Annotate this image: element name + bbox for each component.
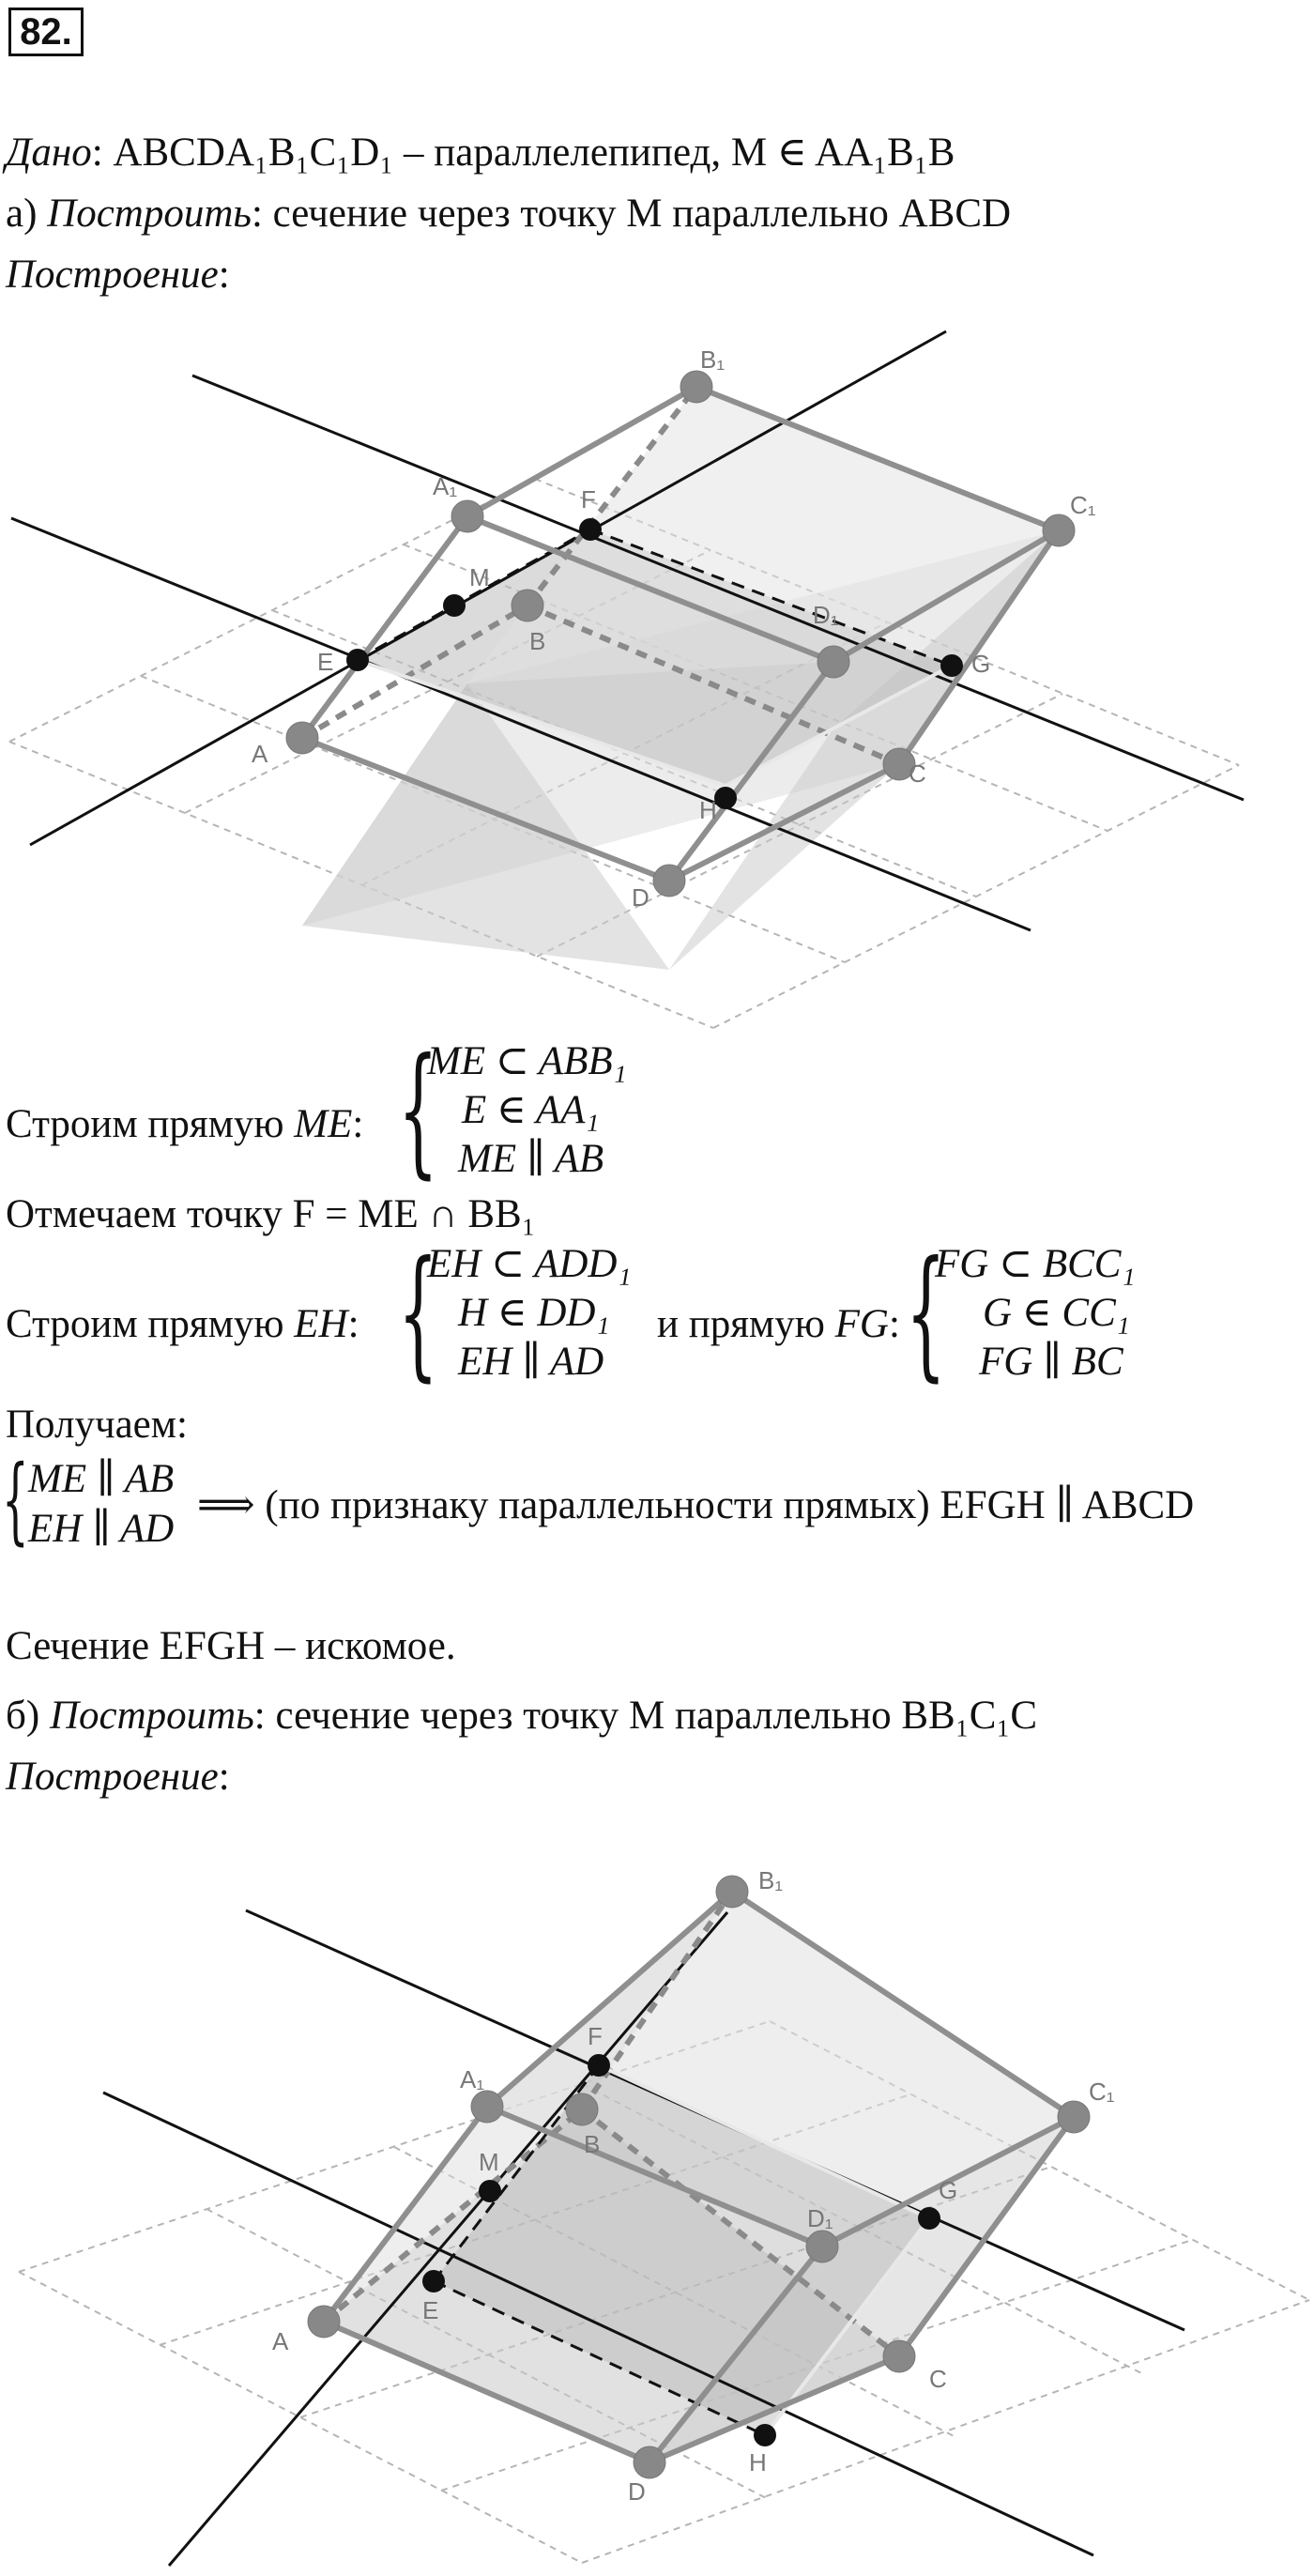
step3-colon: : — [347, 1302, 359, 1346]
vertex-B1-b — [716, 1876, 748, 1908]
part-b-construction — [6, 1753, 230, 1802]
part-a-prefix: а) — [6, 192, 48, 236]
result-brace: { — [2, 1445, 29, 1555]
step1-lead-var: ME — [294, 1102, 353, 1146]
step1-line1: ME ⊂ ABB₁ — [427, 1039, 627, 1083]
point-F-b — [588, 2054, 610, 2077]
label-C-a: C — [909, 759, 926, 788]
step3-r-line2: G ∈ CC₁ — [983, 1291, 1130, 1335]
result-conclusion: ⟹ (по признаку параллельности прямых) EFGH ∥ ABCD — [197, 1483, 1195, 1527]
point-M-a — [443, 594, 466, 617]
step3-mid-text: и прямую — [657, 1302, 835, 1346]
label-B-a: B — [529, 627, 546, 655]
label-A-b: A — [272, 2327, 289, 2355]
vertex-B-b — [566, 2093, 598, 2125]
point-H-a — [714, 787, 737, 809]
label-D1-a: D₁ — [813, 601, 839, 629]
label-F-a: F — [581, 485, 596, 514]
vertex-B-a — [512, 590, 543, 621]
label-H-b: H — [749, 2448, 767, 2476]
vertex-B1-a — [680, 371, 712, 403]
vertex-D1-b — [806, 2231, 838, 2262]
point-M-b — [479, 2180, 501, 2202]
step3-mid-colon: : — [888, 1302, 900, 1346]
point-E-a — [346, 649, 369, 671]
label-C1-a: C₁ — [1070, 491, 1096, 519]
step2: Отмечаем точку F = ME ∩ BB₁ — [6, 1192, 536, 1236]
result-line2: EH ∥ AD — [28, 1507, 175, 1551]
part-b-task-text: : сечение через точку M параллельно BB₁C₁C — [253, 1694, 1038, 1738]
result-label: Получаем: — [6, 1403, 188, 1447]
vertex-C1-b — [1058, 2101, 1090, 2133]
label-D1-b: D₁ — [807, 2204, 833, 2232]
part-a-task-label: Построить — [47, 192, 252, 236]
label-E-b: E — [422, 2296, 439, 2324]
part-b-task-label: Построить — [49, 1694, 254, 1738]
vertex-A1-b — [471, 2091, 503, 2123]
label-B1-a: B₁ — [700, 345, 726, 374]
vertex-C1-a — [1043, 514, 1075, 546]
label-B1-b: B₁ — [758, 1866, 784, 1894]
point-G-b — [918, 2207, 940, 2230]
part-b-construction-colon: : — [218, 1755, 230, 1799]
part-a-construction-label: Построение — [6, 253, 219, 297]
figure-part-a — [0, 310, 1314, 1042]
label-C-b: C — [929, 2365, 947, 2393]
step3-line2: H ∈ DD₁ — [458, 1291, 610, 1335]
step3-r-line3: FG ∥ BC — [979, 1340, 1123, 1384]
part-b-task — [6, 1692, 1037, 1740]
vertex-C-b — [883, 2340, 915, 2372]
step3-line3: EH ∥ AD — [458, 1340, 604, 1384]
step1-lead-text: Строим прямую — [6, 1102, 295, 1146]
point-F-a — [579, 518, 602, 541]
vertex-D-b — [634, 2446, 665, 2478]
point-G-a — [940, 654, 963, 677]
given-label: Дано — [6, 130, 92, 175]
part-a-construction — [6, 251, 230, 299]
point-H-b — [754, 2424, 776, 2446]
step3-lead-text: Строим прямую — [6, 1302, 295, 1346]
label-E-a: E — [317, 648, 334, 676]
label-A1-b: A₁ — [460, 2065, 485, 2093]
step3-mid-var: FG — [834, 1302, 889, 1346]
step1-line3: ME ∥ AB — [458, 1137, 604, 1181]
label-A-a: A — [252, 740, 268, 768]
vertex-D-a — [653, 865, 685, 897]
step3-mid — [657, 1300, 900, 1349]
label-D-a: D — [632, 883, 649, 912]
step1-line2: E ∈ AA₁ — [462, 1088, 600, 1132]
label-G-a: G — [971, 650, 991, 678]
point-E-b — [422, 2270, 445, 2292]
vertex-D1-a — [817, 646, 849, 678]
result-line1: ME ∥ AB — [28, 1457, 175, 1501]
label-A1-a: A₁ — [433, 472, 458, 500]
label-B-b: B — [584, 2130, 601, 2158]
part-a-task-text: : сечение через точку M параллельно ABCD — [251, 192, 1012, 236]
step3-lead-var: EH — [294, 1302, 348, 1346]
step3-brace-right: { — [906, 1232, 946, 1395]
part-b-construction-label: Построение — [6, 1755, 219, 1799]
label-H-a: H — [699, 796, 717, 824]
vertex-A1-a — [451, 500, 483, 532]
label-M-a: M — [469, 563, 490, 591]
label-M-b: M — [479, 2148, 499, 2176]
step3-lead — [6, 1300, 359, 1349]
step3-line1: EH ⊂ ADD₁ — [427, 1242, 632, 1286]
given-text: : ABCDA₁B₁C₁D₁ – параллелепипед, M ∈ AA₁B₁B — [91, 130, 955, 175]
label-F-b: F — [588, 2022, 603, 2050]
part-b-prefix: б) — [6, 1694, 50, 1738]
label-C1-b: C₁ — [1089, 2078, 1115, 2106]
step3-brace-left: { — [398, 1232, 438, 1395]
step1-brace: { — [398, 1029, 438, 1192]
label-G-b: G — [939, 2176, 958, 2204]
vertex-A-a — [286, 722, 318, 754]
step3-r-line1: FG ⊂ BCC₁ — [935, 1242, 1136, 1286]
vertex-A-b — [308, 2306, 340, 2338]
step1-lead — [6, 1100, 363, 1149]
step1-colon: : — [352, 1102, 364, 1146]
problem-number: 82. — [8, 8, 84, 56]
given-line — [6, 129, 955, 177]
part-a-task — [6, 190, 1011, 238]
figure-part-b — [0, 1840, 1314, 2576]
label-D-b: D — [628, 2477, 646, 2506]
part-a-answer: Сечение EFGH – искомое. — [6, 1624, 456, 1668]
part-a-construction-colon: : — [218, 253, 230, 297]
